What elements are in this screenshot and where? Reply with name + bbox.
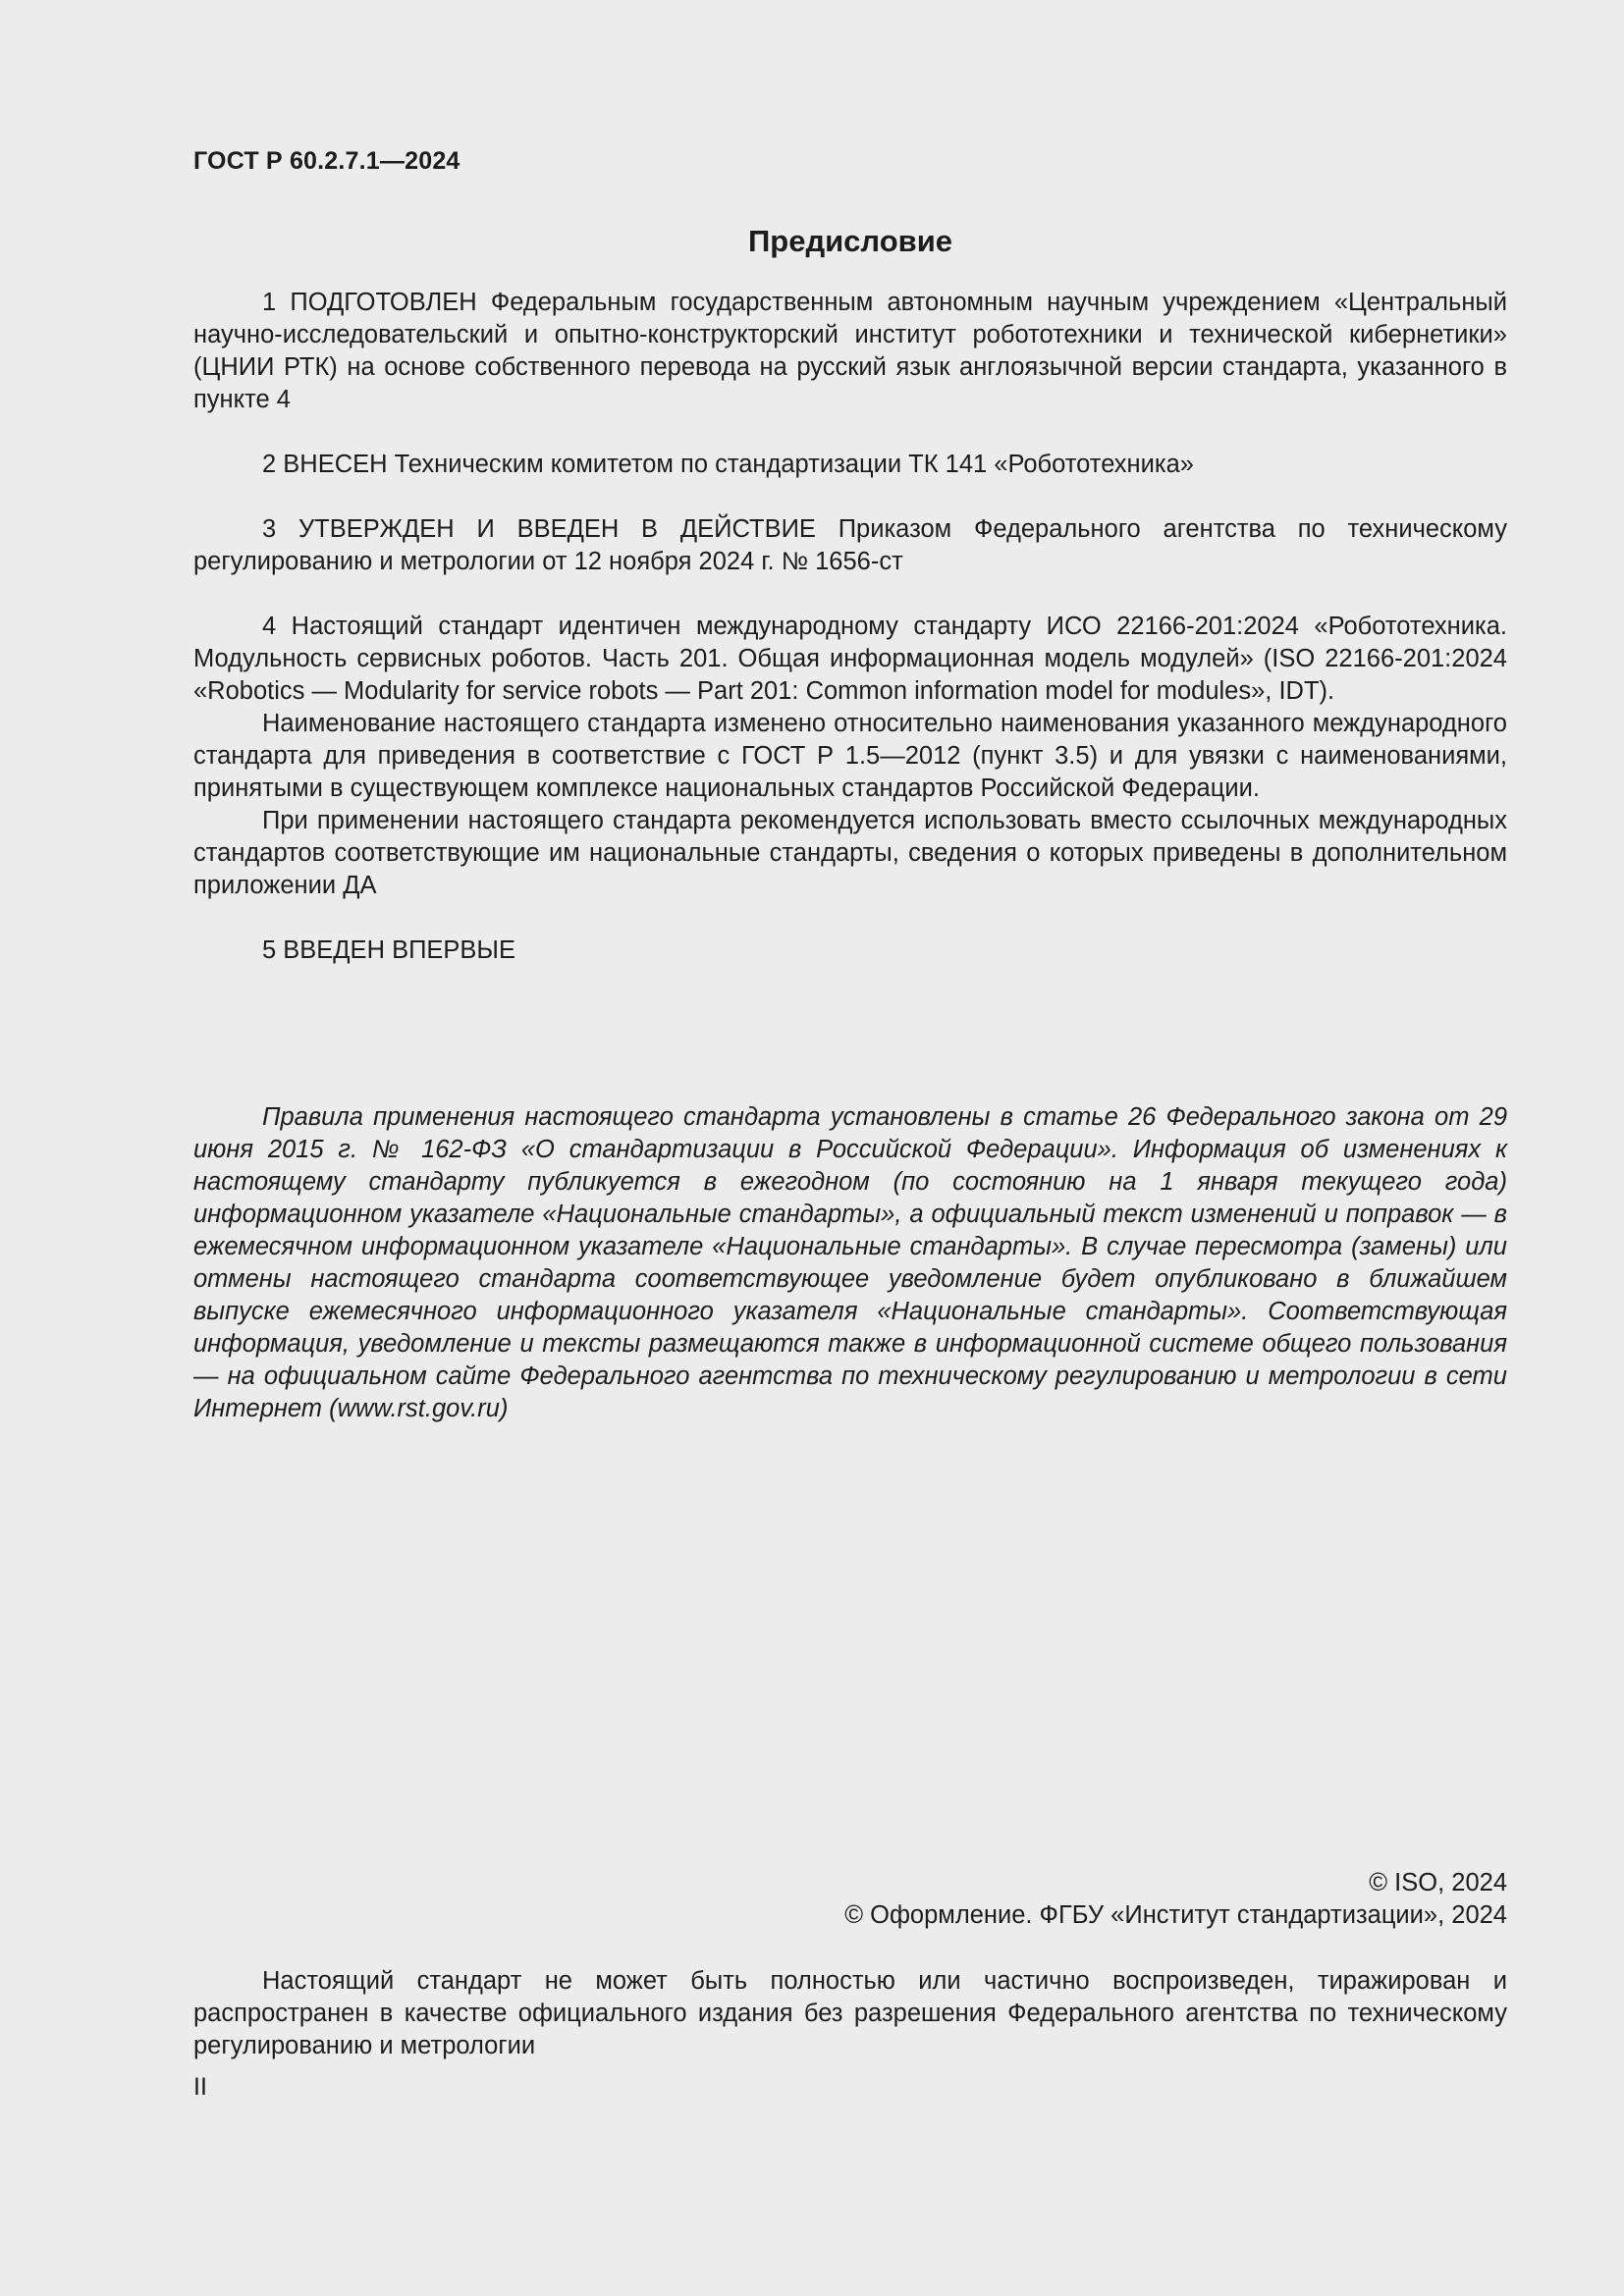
item-4-references: При применении настоящего стандарта рекомендуется использовать вместо ссылочных международных стандартов соответствующие им национальные стандарты, сведения о которых приведены в дополнительном приложении ДА [193,807,1507,899]
document-id: ГОСТ Р 60.2.7.1—2024 [193,147,460,175]
item-4-name-change: Наименование настоящего стандарта изменено относительно наименования указанного международного стандарта для приведения в соответствие с ГОСТ Р 1.5—2012 (пункт 3.5) и для увязки с наименованиями, принятыми в существующем комплексе национальных стандартов Российской Федерации. [193,710,1507,802]
rules-notice: Правила применения настоящего стандарта установлены в статье 26 Федерального закона от 29 июня 2015 г. № 162-ФЗ «О стандартизации в Российской Федерации». Информация об изменениях к настоящему стандарту публикуется в ежегодном (по состоянию на 1 января текущего года) информационном указателе «Национальные стандарты», а официальный текст изменений и поправок — в ежемесячном информационном указателе «Национальные стандарты». В случае пересмотра (замены) или отмены настоящего стандарта соответствующее уведомление будет опубликовано в ближайшем выпуске ежемесячного информационного указателя «Национальные стандарты». Соответствующая информация, уведомление и тексты размещаются также в информационной системе общего пользования — на официальном сайте Федерального агентства по техническому регулированию и метрологии в сети Интернет (www.rst.gov.ru) [193,1103,1507,1422]
page-number: II [193,2073,207,2101]
item-1-prepared: 1 ПОДГОТОВЛЕН Федеральным государственным автономным научным учреждением «Центральный научно-исследовательский и опытно-конструкторский институт робототехники и технической кибернетики» (ЦНИИ РТК) на основе собственного перевода на русский язык англоязычной версии стандарта, указанного в пункте 4 [193,289,1507,413]
reproduction-notice-block [193,1965,1507,2062]
rules-notice-block [193,1101,1507,1425]
item-2-submitted: 2 ВНЕСЕН Техническим комитетом по стандартизации ТК 141 «Робототехника» [262,451,1194,478]
copyright-design: © Оформление. ФГБУ «Институт стандартизации», 2024 [844,1901,1507,1929]
copyright-iso: © ISO, 2024 [1369,1869,1507,1896]
item-4-identity: 4 Настоящий стандарт идентичен международному стандарту ИСО 22166-201:2024 «Робототехника. Модульность сервисных роботов. Часть 201. Общая информационная модель модулей» (ISO 22166-201:2024 «Robotics — Modularity for service robots — Part 201: Common information model for modules», IDT). [193,613,1507,705]
reproduction-notice: Настоящий стандарт не может быть полностью или частично воспроизведен, тиражирован и распространен в качестве официального издания без разрешения Федерального агентства по техническому регулированию и метрологии [193,1967,1507,2059]
item-3-approved: 3 УТВЕРЖДЕН И ВВЕДЕН В ДЕЙСТВИЕ Приказом Федерального агентства по техническому регулированию и метрологии от 12 ноября 2024 г. № 1656-ст [193,515,1507,575]
copyright-block [193,1867,1507,1932]
foreword-body [193,287,1507,967]
item-5-first-introduced: 5 ВВЕДЕН ВПЕРВЫЕ [262,936,516,964]
section-title: Предисловие [747,224,952,258]
